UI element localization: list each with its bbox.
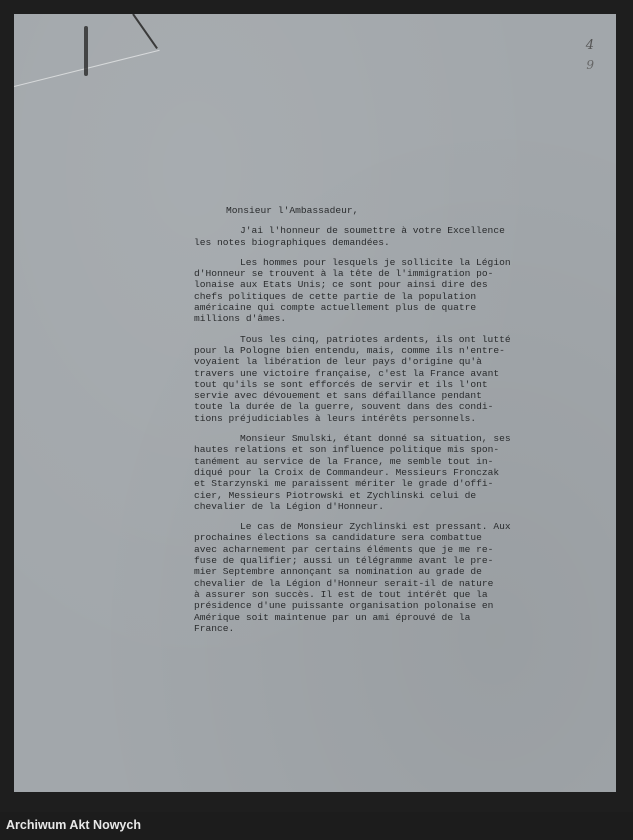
text-line: les notes biographiques demandées. (194, 236, 390, 248)
text-line: Monsieur Smulski, étant donné sa situation, ses (240, 433, 511, 445)
text-line: tout qu'ils se sont efforcés de servir et ils l'ont (194, 378, 488, 390)
text-line: présidence d'une puissante organisation polonaise en (194, 600, 494, 612)
text-line: à assurer son succès. Il est de tout intérêt que la (194, 588, 488, 600)
text-line: et Starzynski me paraissent mériter le grade d'offi- (194, 478, 494, 490)
text-line: cier, Messieurs Piotrowski et Zychlinski celui de (194, 489, 477, 501)
archive-label: Archiwum Akt Nowych (6, 818, 141, 832)
text-line: pour la Pologne bien entendu, mais, comme ils n'entre- (194, 344, 505, 356)
text-line: tanément au service de la France, me semble tout in- (194, 455, 494, 467)
archive-footer (0, 812, 633, 840)
salutation: Monsieur l'Ambassadeur, (226, 205, 359, 216)
text-line: chevalier de la Légion d'Honneur. (194, 500, 384, 512)
text-line: hautes relations et son influence politique mis spon- (194, 444, 500, 456)
text-line: avec acharnement par certains éléments que je me re- (194, 543, 494, 555)
text-line: Amérique soit maintenue par un ami éprouvé de la (194, 611, 471, 623)
text-line: prochaines élections sa candidature sera combattue (194, 532, 482, 544)
text-line: chefs politiques de cette partie de la population (194, 290, 477, 302)
text-line: d'Honneur se trouvent à la tête de l'immigration po- (194, 268, 494, 280)
letter-paragraph (194, 225, 606, 248)
paper-tear (132, 14, 158, 49)
text-line: mier Septembre annonçant sa nomination au grade de (194, 566, 482, 578)
text-line: Les hommes pour lesquels je sollicite la Légion (240, 256, 511, 268)
letter-paragraph (194, 334, 606, 424)
letter-body (194, 205, 606, 643)
page-number-mark: 4 (585, 38, 594, 53)
text-line: Le cas de Monsieur Zychlinski est pressant. Aux (240, 521, 511, 533)
text-line: lonaise aux Etats Unis; ce sont pour ainsi dire des (194, 279, 488, 291)
text-line: millions d'âmes. (194, 313, 287, 325)
text-line: tions préjudiciables à leurs intérêts personnels. (194, 412, 477, 424)
text-line: voyaient la libération de leur pays d'origine qu'à (194, 356, 482, 368)
folio-number-mark: 9 (586, 58, 594, 72)
text-line: fuse de qualifier; aussi un télégramme avant le pre- (194, 555, 494, 567)
letter-paragraph (194, 433, 606, 512)
text-line: servie avec dévouement et sans défaillance pendant (194, 390, 482, 402)
text-line: chevalier de la Légion d'Honneur serait-il de nature (194, 577, 494, 589)
letter-paragraph (194, 521, 606, 634)
text-line: Tous les cinq, patriotes ardents, ils ont lutté (240, 333, 511, 345)
ink-mark (84, 26, 88, 76)
letter-paragraph (194, 257, 606, 325)
text-line: diqué pour la Croix de Commandeur. Messieurs Fronczak (194, 466, 500, 478)
text-line: américaine qui compte actuellement plus de quatre (194, 302, 477, 314)
text-line: toute la durée de la guerre, souvent dans des condi- (194, 401, 494, 413)
text-line: travers une victoire française, c'est la France avant (194, 367, 500, 379)
text-line: J'ai l'honneur de soumettre à votre Excellence (240, 225, 505, 237)
text-line: France. (194, 622, 235, 634)
